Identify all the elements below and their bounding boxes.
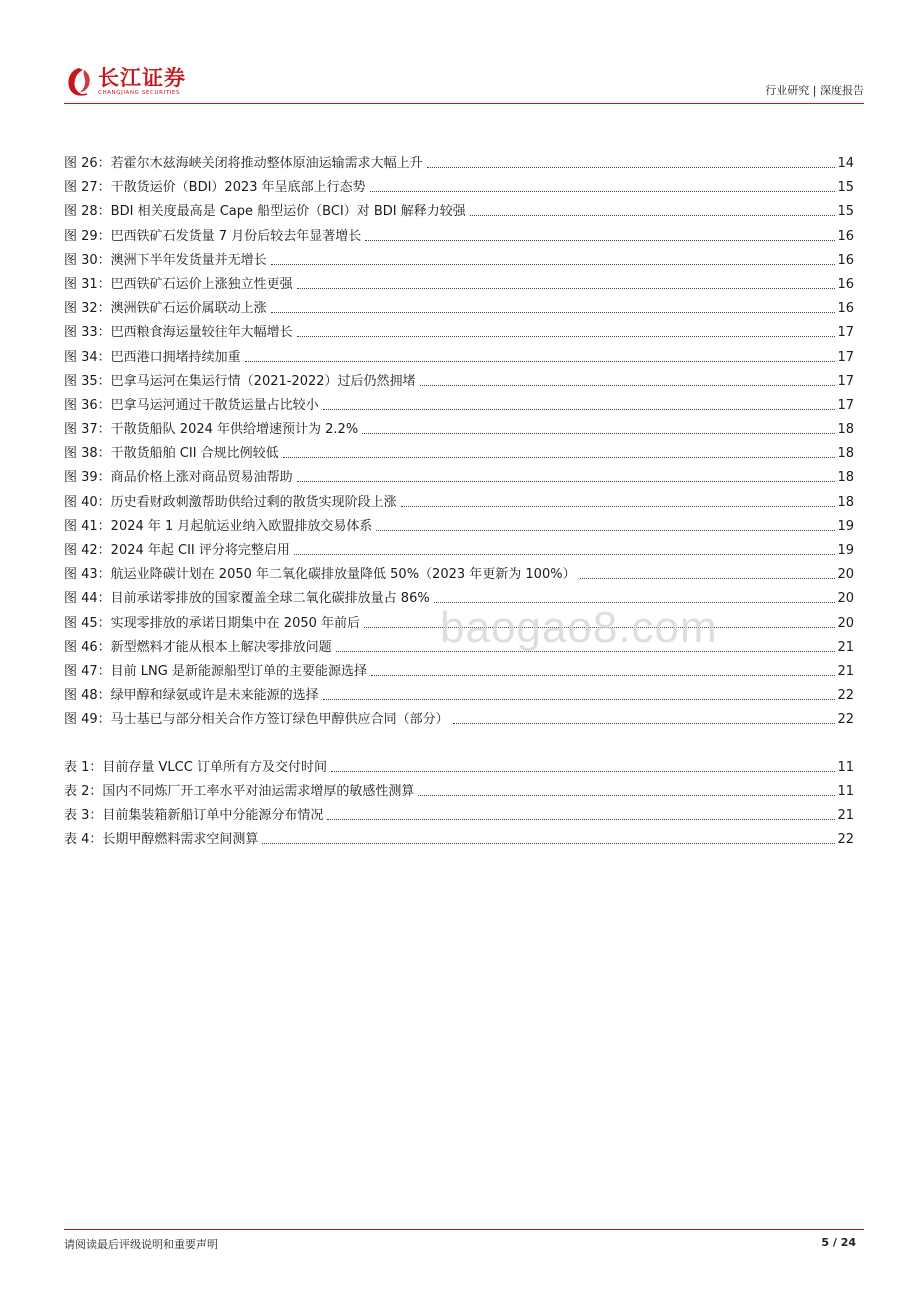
toc-entry-title: 图 28：BDI 相关度最高是 Cape 船型运价（BCI）对 BDI 解释力较强 bbox=[64, 204, 466, 220]
section-gap bbox=[64, 737, 854, 760]
toc-entry-page: 21 bbox=[837, 639, 854, 655]
toc-entry[interactable] bbox=[64, 229, 854, 253]
toc-entry-title: 图 39：商品价格上涨对商品贸易油帮助 bbox=[64, 470, 293, 486]
toc-entry-title: 表 3：目前集装箱新船订单中分能源分布情况 bbox=[64, 807, 324, 823]
report-section-label: 行业研究 | 深度报告 bbox=[765, 84, 864, 97]
dot-leader bbox=[271, 253, 836, 265]
toc-entry-title: 图 32：澳洲铁矿石运价属联动上涨 bbox=[64, 301, 267, 317]
toc-entry-page: 21 bbox=[837, 807, 854, 823]
page-header bbox=[64, 62, 864, 106]
toc-entry-page: 16 bbox=[837, 301, 854, 317]
toc-entry[interactable] bbox=[64, 567, 854, 591]
toc-entry-title: 图 26：若霍尔木兹海峡关闭将推动整体原油运输需求大幅上升 bbox=[64, 156, 423, 171]
toc-entry[interactable] bbox=[64, 180, 854, 204]
toc-entry-page: 20 bbox=[837, 615, 854, 631]
toc-entry-title: 图 48：绿甲醇和绿氨或许是未来能源的选择 bbox=[64, 688, 319, 704]
toc-entry-page: 20 bbox=[837, 567, 854, 583]
dot-leader bbox=[427, 156, 836, 168]
toc-entry-title: 图 44：目前承诺零排放的国家覆盖全球二氧化碳排放量占 86% bbox=[64, 591, 430, 607]
toc-entry-page: 18 bbox=[837, 446, 854, 462]
toc-entry-page: 21 bbox=[837, 663, 854, 679]
dot-leader bbox=[262, 832, 835, 844]
toc-entry-page: 16 bbox=[837, 228, 854, 244]
phoenix-logo-icon bbox=[64, 65, 94, 99]
toc-entry[interactable] bbox=[64, 204, 854, 228]
toc-entry-page: 19 bbox=[837, 543, 854, 558]
toc-entry-title: 图 47：目前 LNG 是新能源船型订单的主要能源选择 bbox=[64, 663, 367, 679]
toc-entry[interactable] bbox=[64, 808, 854, 832]
toc-entry[interactable] bbox=[64, 277, 854, 301]
toc-entry-title: 图 36：巴拿马运河通过干散货运量占比较小 bbox=[64, 397, 319, 413]
watermark: baogao8.com bbox=[440, 603, 718, 652]
toc-entry-title: 图 42：2024 年起 CII 评分将完整启用 bbox=[64, 543, 290, 558]
toc-entry-title: 表 2：国内不同炼厂开工率水平对油运需求增厚的敏感性测算 bbox=[64, 783, 415, 799]
toc-entry-page: 16 bbox=[837, 276, 854, 292]
toc-entry-page: 20 bbox=[837, 591, 854, 607]
toc-entry-page: 16 bbox=[837, 252, 854, 268]
toc-entry-page: 18 bbox=[837, 422, 854, 438]
toc-entry[interactable] bbox=[64, 688, 854, 712]
dot-leader bbox=[418, 784, 835, 796]
dot-leader bbox=[362, 422, 835, 434]
dot-leader bbox=[365, 229, 835, 241]
toc-entry-title: 图 33：巴西粮食海运量较往年大幅增长 bbox=[64, 325, 293, 341]
toc-entry-page: 22 bbox=[837, 832, 854, 848]
dot-leader bbox=[297, 325, 836, 337]
toc-entry[interactable] bbox=[64, 325, 854, 349]
toc-entry[interactable] bbox=[64, 350, 854, 374]
dot-leader bbox=[327, 808, 835, 820]
toc-entry-page: 11 bbox=[837, 783, 854, 799]
dot-leader bbox=[331, 760, 835, 772]
toc-entry-page: 15 bbox=[837, 204, 854, 220]
toc-entry[interactable] bbox=[64, 470, 854, 494]
dot-leader bbox=[580, 567, 836, 579]
logo-chinese-name: 长江证券 bbox=[98, 66, 186, 90]
dot-leader bbox=[370, 180, 836, 192]
toc-entry-page: 17 bbox=[837, 397, 854, 413]
toc-entry-title: 图 38：干散货船舶 CII 合规比例较低 bbox=[64, 446, 279, 462]
toc-entry-title: 图 31：巴西铁矿石运价上涨独立性更强 bbox=[64, 276, 293, 292]
dot-leader bbox=[371, 664, 835, 676]
toc-entry-page: 18 bbox=[837, 470, 854, 486]
toc-entry-title: 表 1：目前存量 VLCC 订单所有方及交付时间 bbox=[64, 759, 327, 775]
page-number: 5 / 24 bbox=[821, 1236, 856, 1249]
toc-entry[interactable] bbox=[64, 398, 854, 422]
toc-entry-title: 图 29：巴西铁矿石发货量 7 月份后较去年显著增长 bbox=[64, 228, 362, 244]
toc-entry-title: 图 30：澳洲下半年发货量并无增长 bbox=[64, 252, 267, 268]
toc-entry[interactable] bbox=[64, 712, 854, 736]
toc-entry[interactable] bbox=[64, 156, 854, 180]
toc-entry-title: 表 4：长期甲醇燃料需求空间测算 bbox=[64, 832, 259, 848]
dot-leader bbox=[294, 543, 836, 555]
toc-entry[interactable] bbox=[64, 301, 854, 325]
dot-leader bbox=[245, 350, 836, 362]
toc-entry-title: 图 27：干散货运价（BDI）2023 年呈底部上行态势 bbox=[64, 180, 366, 196]
toc-entry[interactable] bbox=[64, 495, 854, 519]
toc-entry-title: 图 37：干散货船队 2024 年供给增速预计为 2.2% bbox=[64, 422, 359, 438]
dot-leader bbox=[297, 277, 836, 289]
header-divider bbox=[64, 103, 864, 104]
toc-entry-title: 图 49：马士基已与部分相关合作方签订绿色甲醇供应合同（部分） bbox=[64, 712, 449, 728]
company-logo bbox=[64, 62, 186, 102]
toc-entry-page: 15 bbox=[837, 180, 854, 196]
toc-entry-title: 图 43：航运业降碳计划在 2050 年二氧化碳排放量降低 50%（2023 年更新为 100%） bbox=[64, 567, 576, 583]
dot-leader bbox=[323, 398, 836, 410]
toc-entry-title: 图 45：实现零排放的承诺日期集中在 2050 年前后 bbox=[64, 615, 361, 631]
toc-entry-title: 图 40：历史看财政刺激帮助供给过剩的散货实现阶段上涨 bbox=[64, 494, 397, 510]
dot-leader bbox=[434, 591, 836, 603]
toc-entry[interactable] bbox=[64, 543, 854, 567]
toc-entry[interactable] bbox=[64, 519, 854, 543]
toc-entry-title: 图 46：新型燃料才能从根本上解决零排放问题 bbox=[64, 639, 332, 655]
dot-leader bbox=[297, 470, 836, 482]
toc-entry-page: 17 bbox=[837, 373, 854, 389]
dot-leader bbox=[271, 301, 836, 313]
toc-entry-page: 22 bbox=[837, 688, 854, 704]
dot-leader bbox=[420, 374, 836, 386]
toc-entry[interactable] bbox=[64, 446, 854, 470]
toc-entry-page: 17 bbox=[837, 349, 854, 365]
dot-leader bbox=[470, 204, 836, 216]
toc-entry-title: 图 34：巴西港口拥堵持续加重 bbox=[64, 349, 241, 365]
toc-entry-page: 19 bbox=[837, 518, 854, 534]
dot-leader bbox=[453, 712, 836, 724]
toc-entry-page: 17 bbox=[837, 325, 854, 341]
dot-leader bbox=[401, 495, 836, 507]
toc-entry[interactable] bbox=[64, 422, 854, 446]
toc-entry[interactable] bbox=[64, 374, 854, 398]
toc-entry-title: 图 41：2024 年 1 月起航运业纳入欧盟排放交易体系 bbox=[64, 518, 373, 534]
dot-leader bbox=[323, 688, 836, 700]
toc-entry[interactable] bbox=[64, 832, 854, 856]
toc-entry[interactable] bbox=[64, 253, 854, 277]
logo-english-name: CHANGJIANG SECURITIES bbox=[98, 90, 181, 96]
figure-table-index bbox=[64, 156, 854, 856]
footer-disclaimer: 请阅读最后评级说明和重要声明 bbox=[64, 1238, 218, 1251]
toc-entry-page: 22 bbox=[837, 712, 854, 728]
toc-entry-page: 14 bbox=[837, 156, 854, 171]
toc-entry[interactable] bbox=[64, 784, 854, 808]
toc-entry[interactable] bbox=[64, 760, 854, 784]
table-list bbox=[64, 760, 854, 857]
toc-entry-page: 11 bbox=[837, 759, 854, 775]
toc-entry-title: 图 35：巴拿马运河在集运行情（2021-2022）过后仍然拥堵 bbox=[64, 373, 416, 389]
toc-entry[interactable] bbox=[64, 664, 854, 688]
dot-leader bbox=[376, 519, 835, 531]
footer-divider bbox=[64, 1229, 864, 1230]
dot-leader bbox=[283, 446, 836, 458]
toc-entry-page: 18 bbox=[837, 494, 854, 510]
